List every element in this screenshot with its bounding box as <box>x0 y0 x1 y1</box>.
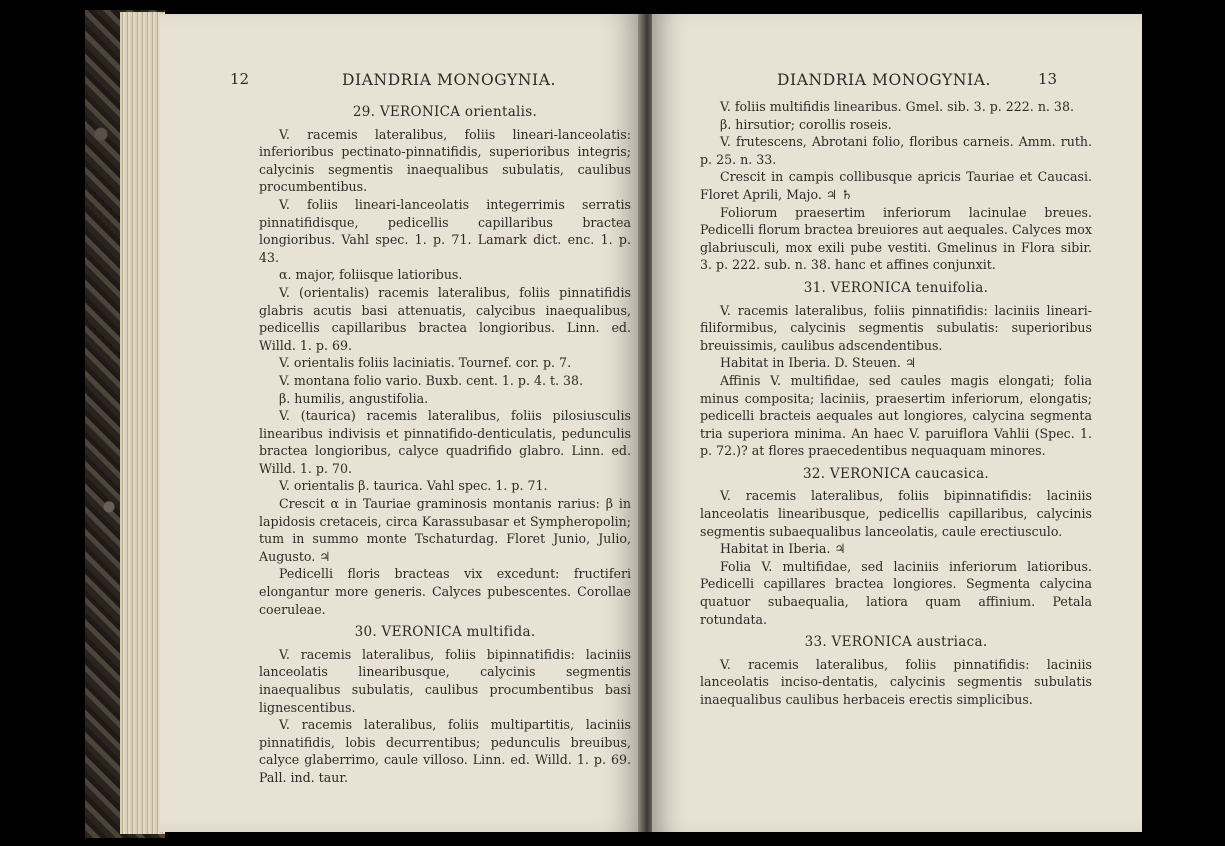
species-heading: 31. VERONICA tenuifolia. <box>803 279 989 296</box>
running-head: DIANDRIA MONOGYNIA. <box>777 71 992 89</box>
page-number: 12 <box>230 70 250 88</box>
text-paragraph: Crescit α in Tauriae graminosis montanis rarius: β in lapidosis cretaceis, circa Karassubasar et Sympheropolin; tum in summo monte Tschaturdag. Floret Junio, Julio, Augusto. ♃ <box>259 496 631 564</box>
text-paragraph: V. racemis lateralibus, foliis bipinnatifidis: laciniis lanceolatis linearibusque, calycinis segmentis inaequalibus subulatis, caulibus procumbentibus basi lignescentibus. <box>259 646 631 715</box>
running-head: DIANDRIA MONOGYNIA. <box>342 71 557 89</box>
right-page <box>652 14 1142 832</box>
species-heading: 32. VERONICA caucasica. <box>802 465 990 482</box>
text-paragraph: Pedicelli floris bracteas vix excedunt: fructiferi elongantur more generis. Calyces pubescentes. Corollae coeruleae. <box>259 566 631 617</box>
text-paragraph: V. racemis lateralibus, foliis lineari-lanceolatis: inferioribus pectinato-pinnatifidis, superioribus integris; calycinis segmentis inaequalibus subulatis, caulibus procumbentibus. <box>259 126 631 195</box>
text-paragraph: V. racemis lateralibus, foliis pinnatifidis: laciniis lineari-filiformibus, calycinis segmentis subulatis: superioribus breuissimis, caulibus adscendentibus. <box>700 302 1092 353</box>
page-body <box>259 98 631 787</box>
text-paragraph: Affinis V. multifidae, sed caules magis elongati; folia minus composita; laciniis, praesertim inferiorum, elongatis; pedicelli bracteis aequales aut longiores, calycina segmenta tria superiora minima. An haec V. paruiflora Vahlii (Spec. 1. p. 72.)? at flores praecedentibus nequaquam minores. <box>700 372 1092 459</box>
species-heading: 33. VERONICA austriaca. <box>804 634 988 651</box>
text-paragraph: Folia V. multifidae, sed laciniis inferiorum latioribus. Pedicelli capillares bractea longiores. Segmenta calycina quatuor subaequalia, latiora quam affinium. Petala rotundata. <box>700 558 1092 627</box>
text-paragraph: V. foliis lineari-lanceolatis integerrimis serratis pinnatifidisque, pedicellis capillaribus bractea longioribus. Vahl spec. 1. p. 71. Lamark dict. enc. 1. p. 43. <box>259 196 631 265</box>
left-page <box>160 14 642 832</box>
text-paragraph: V. racemis lateralibus, foliis pinnatifidis: laciniis lanceolatis inciso-dentatis, calycinis segmentis subulatis inaequalibus caulibus herbaceis erectis simplicibus. <box>700 656 1092 707</box>
page-edges <box>120 12 165 834</box>
text-paragraph: β. hirsutior; corollis roseis. <box>720 116 892 132</box>
text-paragraph: V. foliis multifidis linearibus. Gmel. sib. 3. p. 222. n. 38. <box>720 99 1074 114</box>
species-heading: 30. VERONICA multifida. <box>354 624 536 641</box>
text-paragraph: V. (taurica) racemis lateralibus, foliis pilosiusculis linearibus indivisis et pinnatifido-denticulatis, pedunculis bractea longioribus, calyce quadrifido glabro. Linn. ed. Willd. 1. p. 70. <box>259 408 631 476</box>
page-number: 13 <box>1038 70 1058 88</box>
text-paragraph: α. major, foliisque latioribus. <box>279 267 463 283</box>
text-paragraph: V. (orientalis) racemis lateralibus, foliis pinnatifidis glabris acutis basi attenuatis, calycibus inaequalibus, pedicellis capillaribus bractea longioribus. Linn. ed. Willd. 1. p. 69. <box>259 284 631 353</box>
text-paragraph: V. montana folio vario. Buxb. cent. 1. p. 4. t. 38. <box>279 372 584 388</box>
text-paragraph: V. orientalis β. taurica. Vahl spec. 1. p. 71. <box>279 478 548 494</box>
text-paragraph: V. frutescens, Abrotani folio, floribus carneis. Amm. ruth. p. 25. n. 33. <box>700 134 1092 167</box>
page-body <box>700 98 1092 709</box>
text-paragraph: Crescit in campis collibusque apricis Tauriae et Caucasi. Floret Aprili, Majo. ♃ ♄ <box>700 169 1092 202</box>
text-paragraph: V. racemis lateralibus, foliis multipartitis, laciniis pinnatifidis, lobis decurrentibus; pedunculis breuibus, calyce glaberrimo, caule villoso. Linn. ed. Willd. 1. p. 69. Pall. ind. taur. <box>259 717 631 785</box>
text-paragraph: Foliorum praesertim inferiorum lacinulae breues. Pedicelli florum bractea breuiores aut aequales. Calyces mox glabriusculi, mox exili pube vestiti. Gmelinus in Flora sibir. 3. p. 222. sub. n. 38. hanc et affines conjunxit. <box>700 204 1092 273</box>
species-heading: 29. VERONICA orientalis. <box>352 104 538 120</box>
text-paragraph: Habitat in Iberia. ♃ <box>720 541 846 557</box>
text-paragraph: V. orientalis foliis laciniatis. Tournef. cor. p. 7. <box>279 355 572 371</box>
text-paragraph: V. racemis lateralibus, foliis bipinnatifidis: laciniis lanceolatis linearibusque, pedicellis capillaribus, calycinis segmentis subaequalibus lanceolatis, caule erectiusculo. <box>700 488 1092 539</box>
text-paragraph: Habitat in Iberia. D. Steuen. ♃ <box>720 355 917 371</box>
text-paragraph: β. humilis, angustifolia. <box>279 390 429 406</box>
